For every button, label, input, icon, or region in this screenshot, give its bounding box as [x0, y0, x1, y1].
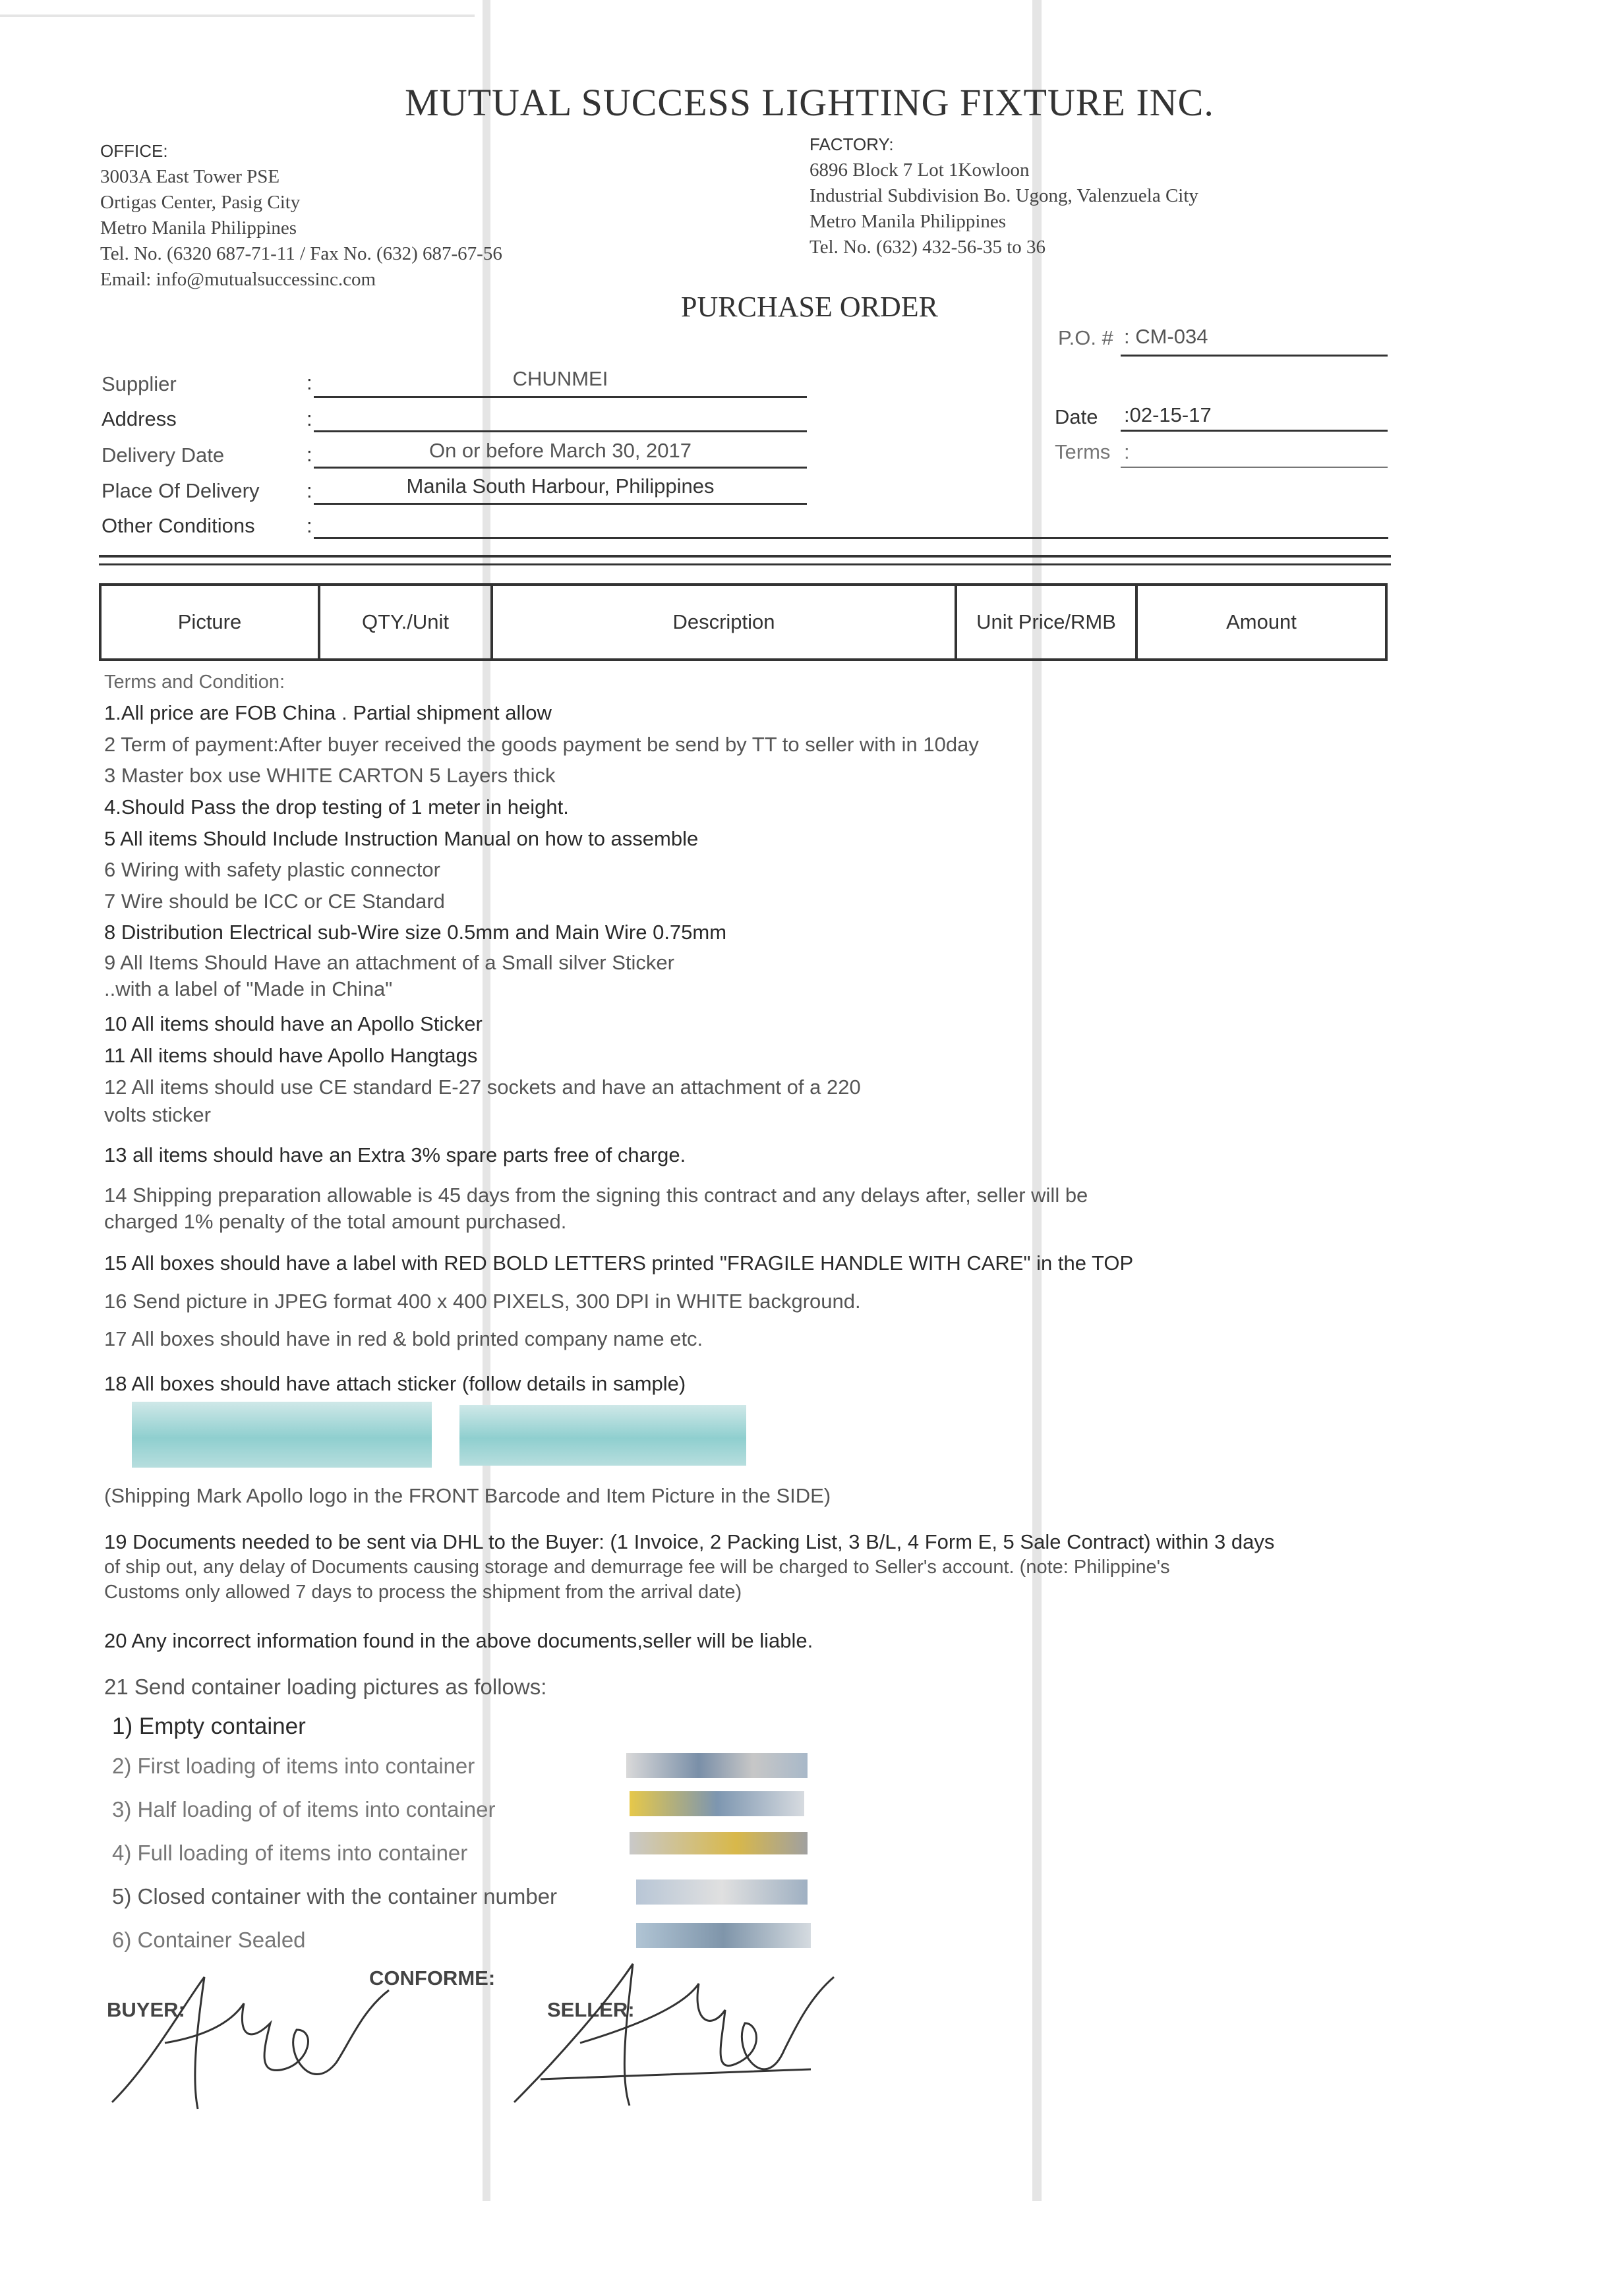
container-photo-thumbnail [636, 1923, 811, 1948]
term-item: 18 All boxes should have attach sticker (follow details in sample) [104, 1372, 686, 1395]
colon: : [307, 407, 312, 430]
column-header-qty: QTY./Unit [320, 586, 493, 658]
factory-heading: FACTORY: [810, 134, 894, 154]
document-title: PURCHASE ORDER [681, 291, 938, 323]
column-header-amount: Amount [1226, 610, 1297, 633]
date-underline [1121, 430, 1388, 432]
factory-line: Tel. No. (632) 432-56-35 to 36 [810, 237, 1045, 258]
order-items-table [99, 583, 1388, 661]
colon: : [307, 443, 312, 466]
seller-label: SELLER: [547, 1998, 635, 2021]
terms-label: Terms [1055, 440, 1111, 463]
colon: : [307, 514, 312, 537]
office-line: Metro Manila Philippines [100, 217, 297, 239]
term-item: 16 Send picture in JPEG format 400 x 400 PIXELS, 300 DPI in WHITE background. [104, 1290, 861, 1313]
address-underline [314, 430, 807, 432]
term-item: 20 Any incorrect information found in the above documents,seller will be liable. [104, 1629, 813, 1652]
address-label: Address [102, 407, 177, 430]
term-item: of ship out, any delay of Documents causing storage and demurrage fee will be charged to Seller's account. (note: Philippine's [104, 1557, 1170, 1578]
term-item: 13 all items should have an Extra 3% spare parts free of charge. [104, 1143, 686, 1166]
colon: : [307, 371, 312, 394]
term-item: 8 Distribution Electrical sub-Wire size 0.5mm and Main Wire 0.75mm [104, 921, 727, 944]
seller-signature [501, 1951, 844, 2122]
container-step: 6) Container Sealed [112, 1928, 306, 1952]
colon: : [307, 479, 312, 502]
term-item: 15 All boxes should have a label with RED BOLD LETTERS printed "FRAGILE HANDLE WITH CARE" in the TOP [104, 1251, 1134, 1275]
term-item: 7 Wire should be ICC or CE Standard [104, 890, 445, 913]
column-header-description: Description [493, 586, 957, 658]
place-of-delivery-value: Manila South Harbour, Philippines [406, 474, 715, 498]
sticker-sample-image [459, 1405, 746, 1466]
other-conditions-label: Other Conditions [102, 514, 255, 537]
terms-heading: Terms and Condition: [104, 672, 285, 693]
delivery-date-label: Delivery Date [102, 444, 225, 467]
section-divider [99, 555, 1391, 558]
delivery-date-value: On or before March 30, 2017 [428, 439, 692, 462]
po-number-value: : CM-034 [1124, 325, 1208, 348]
factory-address [810, 132, 1198, 260]
term-item: 2 Term of payment:After buyer received the goods payment be send by TT to seller with in 10day [104, 733, 979, 756]
column-header-unit-price: Unit Price/RMB [957, 586, 1138, 658]
office-line: 3003A East Tower PSE [100, 166, 280, 187]
term-item: 6 Wiring with safety plastic connector [104, 858, 440, 881]
factory-line: 6896 Block 7 Lot 1Kowloon [810, 159, 1030, 181]
term-item: 10 All items should have an Apollo Sticker [104, 1012, 483, 1035]
date-label: Date [1055, 405, 1098, 428]
office-email: Email: info@mutualsuccessinc.com [100, 269, 376, 290]
container-step: 2) First loading of items into container [112, 1754, 475, 1778]
terms-value: : [1124, 440, 1130, 463]
supplier-value: CHUNMEI [512, 367, 608, 390]
scan-artifact [0, 14, 475, 17]
term-item: 14 Shipping preparation allowable is 45 days from the signing this contract and any delays after, seller will be [104, 1184, 1088, 1207]
other-conditions-underline [314, 537, 1388, 539]
buyer-label: BUYER: [107, 1998, 185, 2021]
supplier-label: Supplier [102, 372, 177, 395]
term-item: 21 Send container loading pictures as follows: [104, 1675, 547, 1699]
factory-line: Metro Manila Philippines [810, 211, 1007, 232]
container-step: 1) Empty container [112, 1713, 306, 1739]
terms-underline [1121, 467, 1388, 468]
container-step: 4) Full loading of items into container [112, 1841, 468, 1865]
sticker-sample-image [132, 1402, 432, 1468]
po-number-label: P.O. # [1058, 326, 1113, 349]
supplier-underline [314, 396, 807, 398]
term-item: 1.All price are FOB China . Partial shipment allow [104, 701, 552, 724]
container-step: 5) Closed container with the container number [112, 1884, 558, 1909]
delivery-date-underline [314, 467, 807, 469]
term-item: 5 All items Should Include Instruction Manual on how to assemble [104, 827, 699, 850]
term-item: 3 Master box use WHITE CARTON 5 Layers thick [104, 764, 556, 787]
term-item: 12 All items should use CE standard E-27 sockets and have an attachment of a 220 [104, 1076, 861, 1099]
office-line: Ortigas Center, Pasig City [100, 192, 301, 213]
office-heading: OFFICE: [100, 141, 168, 161]
container-photo-thumbnail [630, 1791, 804, 1816]
term-item: volts sticker [104, 1103, 211, 1126]
container-photo-thumbnail [626, 1753, 808, 1778]
conforme-label: CONFORME: [369, 1966, 496, 1990]
container-step: 3) Half loading of of items into container [112, 1797, 496, 1822]
company-name: MUTUAL SUCCESS LIGHTING FIXTURE INC. [405, 81, 1214, 124]
scan-artifact [1032, 0, 1042, 2201]
container-photo-thumbnail [636, 1880, 808, 1905]
po-number-underline [1121, 355, 1388, 357]
place-of-delivery-label: Place Of Delivery [102, 479, 260, 502]
factory-line: Industrial Subdivision Bo. Ugong, Valenzuela City [810, 185, 1198, 206]
term-item: 9 All Items Should Have an attachment of a Small silver Sticker [104, 951, 674, 974]
section-divider [99, 563, 1391, 565]
term-item: Customs only allowed 7 days to process the shipment from the arrival date) [104, 1582, 742, 1603]
date-value: :02-15-17 [1124, 403, 1212, 426]
shipping-mark-note: (Shipping Mark Apollo logo in the FRONT Barcode and Item Picture in the SIDE) [104, 1484, 831, 1507]
term-item: charged 1% penalty of the total amount purchased. [104, 1210, 567, 1233]
office-address [100, 138, 502, 293]
term-item: 4.Should Pass the drop testing of 1 meter in height. [104, 795, 569, 818]
term-item: 19 Documents needed to be sent via DHL to the Buyer: (1 Invoice, 2 Packing List, 3 B/L, 4 Form E, 5 Sale Contract) within 3 days [104, 1530, 1275, 1553]
column-header-picture: Picture [102, 586, 320, 658]
term-item: ..with a label of "Made in China" [104, 977, 393, 1000]
term-item: 11 All items should have Apollo Hangtags [104, 1044, 478, 1067]
scan-artifact [483, 0, 490, 2201]
buyer-signature [99, 1964, 402, 2122]
container-photo-thumbnail [630, 1832, 808, 1854]
office-line: Tel. No. (6320 687-71-11 / Fax No. (632) 687-67-56 [100, 243, 502, 264]
place-of-delivery-underline [314, 503, 807, 505]
term-item: 17 All boxes should have in red & bold printed company name etc. [104, 1327, 703, 1350]
